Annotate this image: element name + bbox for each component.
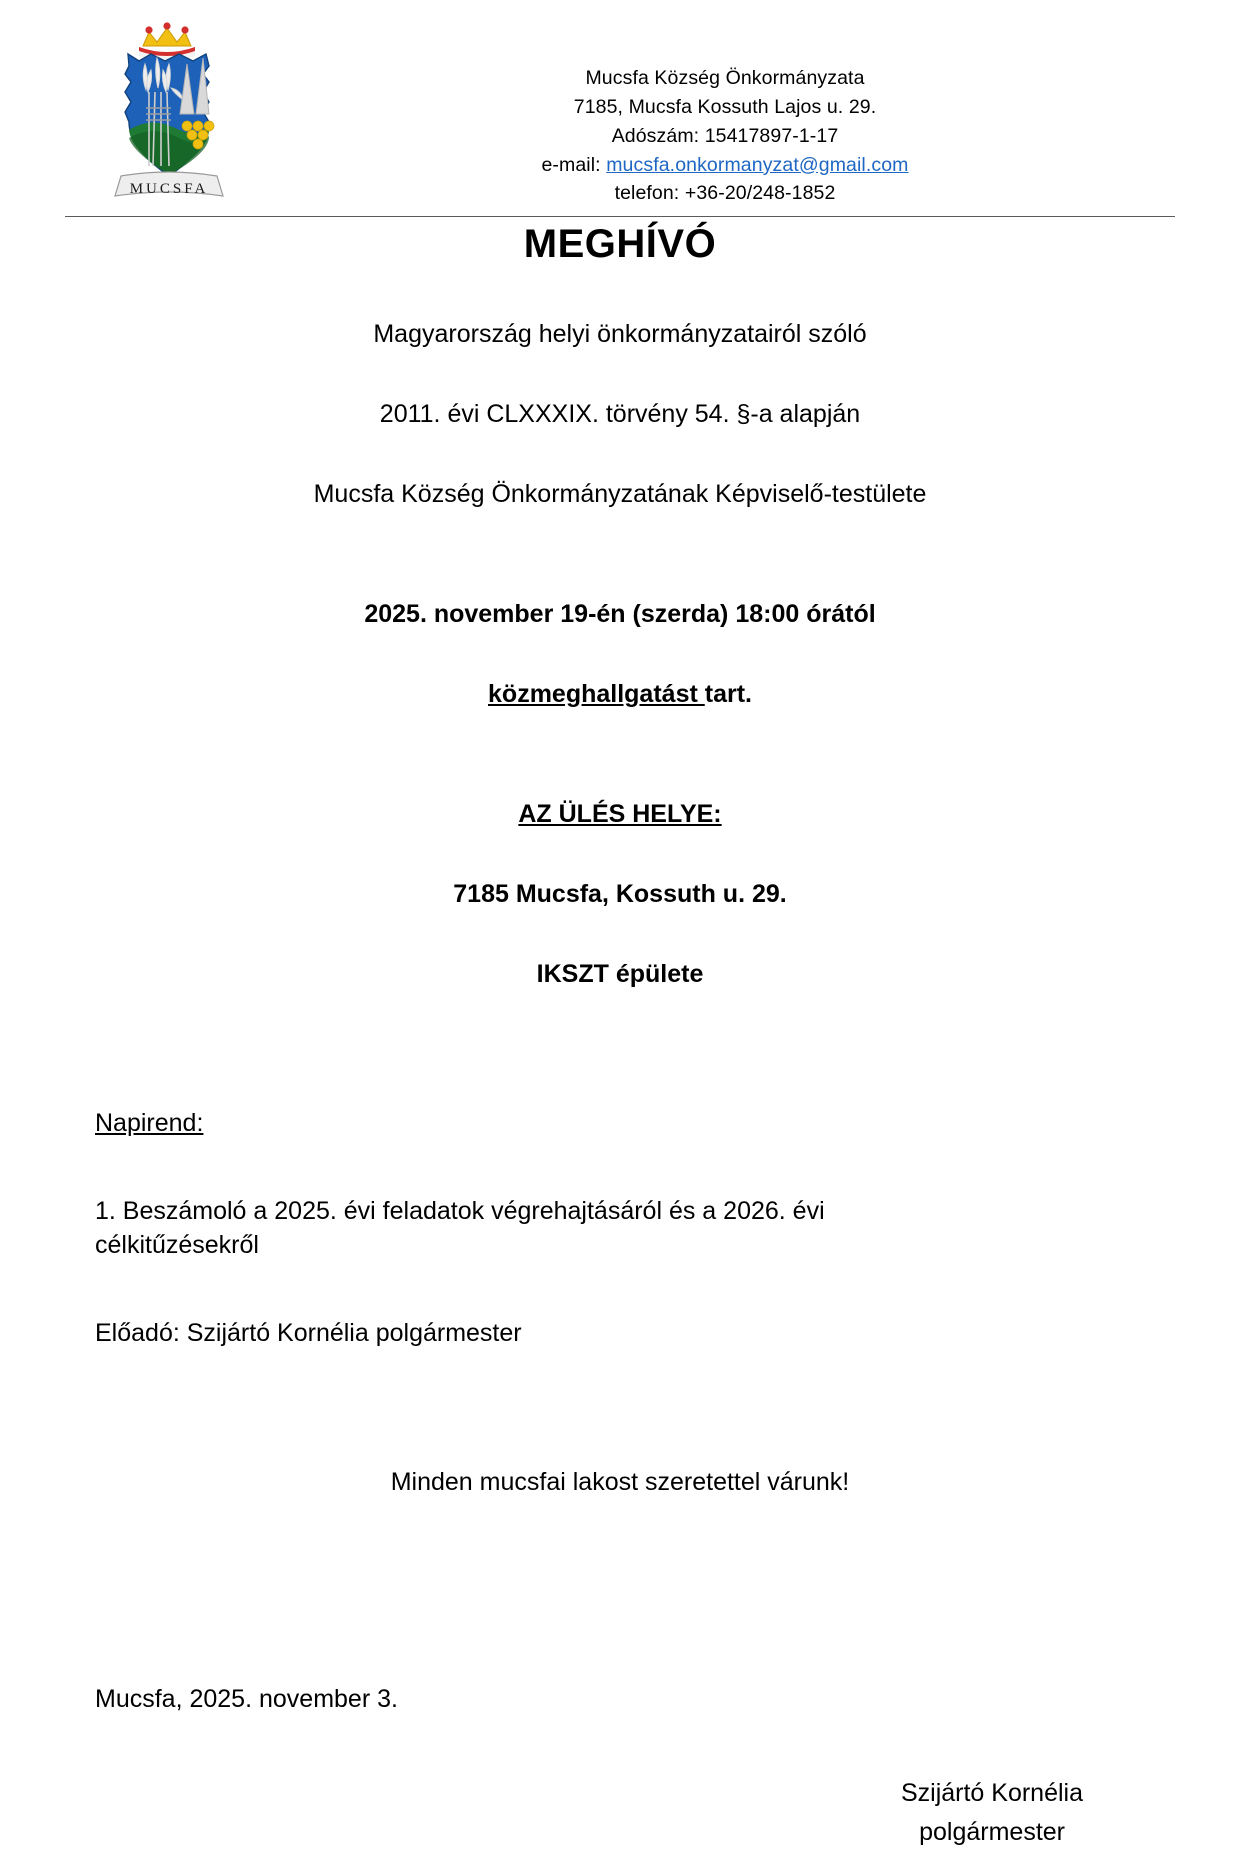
phone-number: telefon: +36-20/248-1852 [614,182,836,205]
meeting-datetime: 2025. november 19-én (szerda) 18:00 órától [364,600,876,628]
document-body [0,222,1240,1852]
organization-address: 7185, Mucsfa Kossuth Lajos u. 29. [573,95,877,118]
intro-line-2: 2011. évi CLXXXIX. törvény 54. §-a alapján [379,400,861,428]
agenda-presenter: Előadó: Szijártó Kornélia polgármester [95,1318,522,1347]
agenda-heading: Napirend: [95,1109,204,1137]
venue-heading: AZ ÜLÉS HELYE: [518,800,722,828]
crest-container [70,12,280,203]
header-divider [65,216,1175,217]
crest-banner-text: MUCSFA [129,181,209,197]
email-link[interactable]: mucsfa.onkormanyzat@gmail.com [606,153,909,176]
intro-line-3: Mucsfa Község Önkormányzatának Képviselő-testülete [313,480,927,508]
organization-name: Mucsfa Község Önkormányzata [585,67,865,89]
signature-role: polgármester [919,1817,1065,1846]
agenda-item-1: 1. Beszámoló a 2025. évi feladatok végrehajtásáról és a 2026. évi célkitűzésekről [95,1197,825,1259]
organization-contact-block [280,12,1170,208]
tax-number: Adószám: 15417897-1-17 [611,124,839,147]
intro-line-1: Magyarország helyi önkormányzatairól szóló [373,320,867,348]
signature-name: Szijártó Kornélia [900,1779,1083,1807]
mucsfa-coat-of-arms-icon [95,18,255,203]
meeting-type-emphasis: közmeghallgatást [488,680,705,708]
venue-building: IKSZT épülete [536,960,704,988]
page-title: MEGHÍVÓ [523,222,717,266]
closing-invitation: Minden mucsfai lakost szeretettel várunk! [390,1468,850,1496]
meeting-type [95,682,1145,707]
letterhead [0,0,1240,205]
venue-address: 7185 Mucsfa, Kossuth u. 29. [453,880,787,908]
meeting-type-suffix: tart. [704,680,752,708]
email-label: e-mail: [541,153,607,176]
signature-block [95,1774,1145,1852]
email-line [280,151,1170,180]
place-and-date: Mucsfa, 2025. november 3. [95,1685,398,1713]
